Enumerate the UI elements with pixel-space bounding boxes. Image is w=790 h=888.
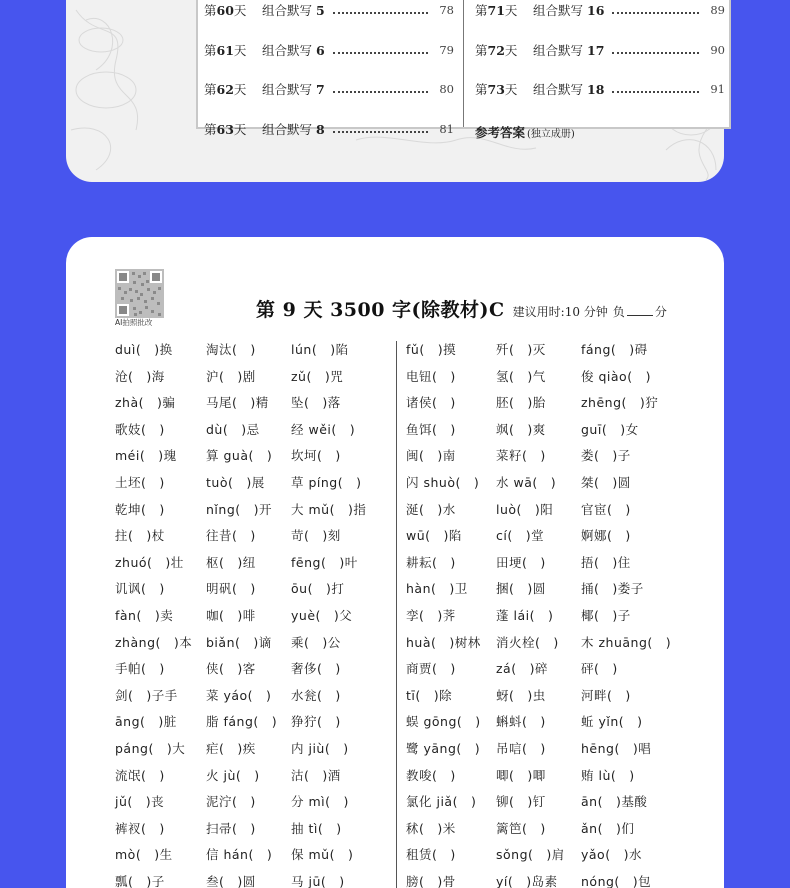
exercise-item[interactable]: 鱼饵( ) bbox=[406, 421, 456, 437]
exercise-item[interactable]: 信 hán( ) bbox=[206, 847, 273, 863]
exercise-item[interactable]: nǐng( )开 bbox=[206, 501, 273, 517]
toc-day: 第71天 bbox=[475, 3, 518, 18]
exercise-item[interactable]: 砰( ) bbox=[581, 661, 618, 677]
worksheet-card bbox=[66, 237, 724, 888]
exercise-item[interactable]: 流氓( ) bbox=[115, 767, 165, 783]
toc-title: 组合默写 8 bbox=[262, 122, 325, 137]
exercise-item[interactable]: 经 wěi( ) bbox=[291, 421, 356, 437]
exercise-item[interactable]: 沧( )海 bbox=[115, 368, 165, 384]
exercise-item[interactable]: 草 píng( ) bbox=[291, 475, 362, 490]
exercise-item[interactable]: cí( )堂 bbox=[496, 528, 545, 544]
exercise-item[interactable]: 叁( )圆 bbox=[206, 874, 256, 888]
toc-row[interactable] bbox=[475, 40, 725, 60]
exercise-item[interactable]: 捂( )住 bbox=[581, 554, 631, 570]
exercise-item[interactable]: luò( )阳 bbox=[496, 501, 554, 517]
exercise-item[interactable]: 脂 fáng( ) bbox=[206, 714, 278, 730]
toc-row[interactable] bbox=[204, 79, 454, 99]
exercise-item[interactable]: 水 wā( ) bbox=[496, 475, 557, 490]
exercise-item[interactable]: fēng( )叶 bbox=[291, 554, 358, 570]
toc-leader-dots bbox=[333, 6, 428, 14]
toc-card bbox=[66, 0, 724, 182]
exercise-item[interactable]: 膀( )骨 bbox=[406, 874, 456, 888]
exercise-item[interactable]: 剑( )子手 bbox=[115, 687, 178, 703]
toc-day: 第63天 bbox=[204, 122, 247, 137]
exercise-item[interactable]: 坠( )落 bbox=[291, 395, 341, 411]
exercise-item[interactable]: 捅( )娄子 bbox=[581, 581, 644, 597]
exercise-item[interactable]: 拄( )杖 bbox=[115, 528, 165, 544]
score-prefix: 负 bbox=[612, 305, 625, 319]
exercise-item[interactable]: guī( )女 bbox=[581, 421, 639, 437]
exercise-item[interactable]: 大 mǔ( )指 bbox=[291, 501, 367, 517]
toc-page-number: 79 bbox=[439, 43, 454, 57]
exercise-item[interactable]: 诸侯( ) bbox=[406, 395, 456, 411]
exercise-item[interactable]: 内 jiù( ) bbox=[291, 741, 349, 756]
exercise-item[interactable]: tuò( )展 bbox=[206, 475, 265, 490]
exercise-item[interactable]: yǎo( )水 bbox=[581, 847, 642, 863]
toc-title: 组合默写 18 bbox=[533, 82, 605, 97]
exercise-item[interactable]: 抽 tì( ) bbox=[291, 820, 342, 836]
exercise-item[interactable]: ōu( )打 bbox=[291, 581, 345, 597]
score-blank[interactable] bbox=[627, 315, 653, 316]
exercise-item[interactable]: páng( )大 bbox=[115, 741, 186, 756]
toc-row[interactable] bbox=[204, 0, 454, 20]
toc-day: 第61天 bbox=[204, 43, 247, 58]
exercise-item[interactable]: 保 mǔ( ) bbox=[291, 847, 354, 863]
toc-leader-dots bbox=[333, 85, 428, 93]
qr-label: AI拍照批改 bbox=[115, 318, 153, 327]
exercise-item[interactable]: 沽( )酒 bbox=[291, 767, 341, 783]
exercise-item[interactable]: duì( )换 bbox=[115, 342, 173, 357]
exercise-item[interactable]: ān( )基酸 bbox=[581, 794, 648, 810]
column-divider bbox=[396, 341, 397, 888]
exercise-item[interactable]: 闽( )南 bbox=[406, 448, 456, 464]
toc-title: 组合默写 7 bbox=[262, 82, 325, 97]
exercise-item[interactable]: 木 zhuāng( ) bbox=[581, 634, 672, 650]
exercise-item[interactable]: 氢( )气 bbox=[496, 368, 546, 384]
toc-row[interactable] bbox=[475, 0, 725, 20]
exercise-item[interactable]: 消火栓( ) bbox=[496, 634, 559, 650]
toc-title: 组合默写 16 bbox=[533, 3, 605, 18]
suggested-time: 建议用时:10 分钟 bbox=[512, 305, 608, 319]
exercise-item[interactable]: fǔ( )摸 bbox=[406, 342, 457, 357]
exercise-item[interactable]: 马 jū( ) bbox=[291, 874, 345, 888]
exercise-item[interactable]: 乾坤( ) bbox=[115, 501, 165, 517]
exercise-item[interactable]: 咖( )啡 bbox=[206, 608, 256, 623]
score-suffix: 分 bbox=[654, 305, 667, 319]
exercise-item[interactable]: 吊唁( ) bbox=[496, 741, 546, 756]
toc-answer-label: 参考答案 bbox=[475, 125, 526, 140]
exercise-item[interactable]: zhēng( )狞 bbox=[581, 395, 659, 411]
exercise-item[interactable]: 租赁( ) bbox=[406, 847, 456, 863]
exercise-item[interactable]: 电钮( ) bbox=[406, 368, 456, 384]
exercise-item[interactable]: 泥泞( ) bbox=[206, 794, 256, 810]
toc-leader-dots bbox=[612, 46, 699, 54]
exercise-item[interactable]: 篱笆( ) bbox=[496, 820, 546, 836]
toc-page-number: 89 bbox=[710, 3, 725, 17]
toc-divider bbox=[463, 0, 464, 127]
exercise-item[interactable]: sǒng( )肩 bbox=[496, 847, 565, 863]
exercise-item[interactable]: 蓬 lái( ) bbox=[496, 608, 554, 623]
exercise-item[interactable]: 沪( )剧 bbox=[206, 368, 256, 384]
exercise-item[interactable]: 坎坷( ) bbox=[291, 448, 341, 464]
toc-answer-row[interactable] bbox=[475, 122, 575, 142]
exercise-item[interactable]: tī( )除 bbox=[406, 687, 453, 703]
exercise-item[interactable]: 蜈 gōng( ) bbox=[406, 714, 481, 730]
exercise-item[interactable]: biǎn( )谪 bbox=[206, 634, 272, 650]
exercise-item[interactable]: 苛( )刻 bbox=[291, 528, 341, 544]
exercise-item[interactable]: 土坯( ) bbox=[115, 475, 165, 490]
exercise-item[interactable]: 涎( )水 bbox=[406, 501, 456, 517]
exercise-item[interactable]: 明矾( ) bbox=[206, 581, 256, 597]
exercise-item[interactable]: nóng( )包 bbox=[581, 874, 652, 888]
exercise-item[interactable]: 椰( )子 bbox=[581, 608, 631, 623]
exercise-item[interactable]: 扫帚( ) bbox=[206, 820, 256, 836]
exercise-item[interactable]: 铆( )钉 bbox=[496, 794, 546, 810]
toc-leader-dots bbox=[333, 46, 428, 54]
toc-leader-dots bbox=[612, 6, 699, 14]
exercise-item[interactable]: zhàng( )本 bbox=[115, 634, 193, 650]
toc-row[interactable] bbox=[475, 79, 725, 99]
toc-answer-note: (独立成册) bbox=[527, 128, 575, 140]
exercise-item[interactable]: yí( )岛素 bbox=[496, 874, 558, 888]
exercise-item[interactable]: 河畔( ) bbox=[581, 687, 631, 703]
toc-page-number: 80 bbox=[439, 82, 454, 96]
toc-page-number: 91 bbox=[710, 82, 725, 96]
toc-table bbox=[196, 0, 731, 140]
exercise-item[interactable]: zhà( )骗 bbox=[115, 395, 176, 411]
exercise-item[interactable]: 侠( )客 bbox=[206, 661, 256, 677]
qr-code-icon[interactable] bbox=[115, 269, 164, 318]
toc-page-number: 78 bbox=[439, 3, 454, 17]
exercise-item[interactable]: 娄( )子 bbox=[581, 448, 631, 464]
toc-day: 第72天 bbox=[475, 43, 518, 58]
exercise-item[interactable]: 歼( )灭 bbox=[496, 342, 546, 357]
exercise-item[interactable]: 分 mì( ) bbox=[291, 794, 349, 810]
toc-day: 第73天 bbox=[475, 82, 518, 97]
exercise-item[interactable]: 菜籽( ) bbox=[496, 448, 546, 464]
exercise-item[interactable]: dù( )忌 bbox=[206, 421, 260, 437]
exercise-item[interactable]: 秫( )米 bbox=[406, 820, 456, 836]
exercise-item[interactable]: 马尾( )精 bbox=[206, 395, 269, 411]
exercise-item[interactable]: lún( )陷 bbox=[291, 342, 349, 357]
exercise-item[interactable]: 耕耘( ) bbox=[406, 554, 456, 570]
exercise-item[interactable]: 捆( )圆 bbox=[496, 581, 546, 597]
exercise-item[interactable]: 田埂( ) bbox=[496, 554, 546, 570]
exercise-item[interactable]: 乘( )公 bbox=[291, 634, 341, 650]
toc-leader-dots bbox=[612, 85, 699, 93]
exercise-item[interactable]: huà( )树林 bbox=[406, 634, 481, 650]
toc-row[interactable] bbox=[204, 40, 454, 60]
exercise-item[interactable]: 俊 qiào( ) bbox=[581, 368, 651, 384]
exercise-item[interactable]: ǎn( )们 bbox=[581, 820, 635, 836]
exercise-item[interactable]: 蚜( )虫 bbox=[496, 687, 546, 703]
exercise-item[interactable]: 婀娜( ) bbox=[581, 528, 631, 544]
exercise-item[interactable]: 飒( )爽 bbox=[496, 421, 546, 437]
exercise-item[interactable]: 算 guà( ) bbox=[206, 448, 273, 464]
exercise-item[interactable]: mò( )生 bbox=[115, 847, 173, 863]
exercise-item[interactable]: 商贾( ) bbox=[406, 661, 456, 677]
exercise-item[interactable]: méi( )瑰 bbox=[115, 448, 177, 464]
toc-title: 组合默写 5 bbox=[262, 3, 325, 18]
exercise-item[interactable]: 桀( )圆 bbox=[581, 475, 631, 490]
toc-day: 第60天 bbox=[204, 3, 247, 18]
exercise-item[interactable]: 裤衩( ) bbox=[115, 820, 165, 836]
exercise-item[interactable]: 蚯 yǐn( ) bbox=[581, 714, 643, 730]
exercise-item[interactable]: zhuó( )壮 bbox=[115, 554, 184, 570]
exercise-item[interactable]: 狰狞( ) bbox=[291, 714, 341, 730]
toc-leader-dots bbox=[333, 125, 428, 133]
toc-row[interactable] bbox=[204, 119, 454, 139]
exercise-item[interactable]: fáng( )碍 bbox=[581, 342, 648, 357]
exercise-item[interactable]: 胚( )胎 bbox=[496, 395, 546, 411]
exercise-item[interactable]: 贿 lù( ) bbox=[581, 767, 635, 783]
exercise-item[interactable]: 枢( )纽 bbox=[206, 554, 256, 570]
exercise-item[interactable]: yuè( )父 bbox=[291, 608, 353, 623]
toc-page-number: 90 bbox=[710, 43, 725, 57]
toc-page-number: 81 bbox=[439, 122, 454, 136]
exercise-item[interactable]: āng( )脏 bbox=[115, 714, 177, 730]
exercise-item[interactable]: 水瓮( ) bbox=[291, 687, 341, 703]
exercise-item[interactable]: 奢侈( ) bbox=[291, 661, 341, 677]
exercise-item[interactable]: 鹭 yāng( ) bbox=[406, 741, 481, 756]
exercise-item[interactable]: jǔ( )丧 bbox=[115, 794, 165, 810]
exercise-item[interactable]: 氯化 jiǎ( ) bbox=[406, 794, 477, 810]
exercise-item[interactable]: zǔ( )咒 bbox=[291, 368, 344, 384]
exercise-item[interactable]: wū( )陷 bbox=[406, 528, 462, 544]
toc-title: 组合默写 17 bbox=[533, 43, 605, 58]
exercise-item[interactable]: 闪 shuò( ) bbox=[406, 475, 480, 490]
exercise-item[interactable]: 手帕( ) bbox=[115, 661, 165, 677]
worksheet-title: 第 9 天 3500 字(除教材)C bbox=[256, 299, 505, 321]
exercise-item[interactable]: 孪( )荠 bbox=[406, 608, 456, 623]
exercise-item[interactable]: 疟( )疾 bbox=[206, 741, 256, 756]
exercise-item[interactable]: hēng( )唱 bbox=[581, 741, 652, 756]
exercise-item[interactable]: fàn( )卖 bbox=[115, 608, 174, 623]
exercise-item[interactable]: 往昔( ) bbox=[206, 528, 256, 544]
exercise-item[interactable]: 淘汰( ) bbox=[206, 342, 256, 357]
exercise-item[interactable]: 教唆( ) bbox=[406, 767, 456, 783]
exercise-item[interactable]: 火 jù( ) bbox=[206, 767, 260, 783]
exercise-item[interactable]: zá( )碎 bbox=[496, 661, 548, 677]
exercise-item[interactable]: 唧( )唧 bbox=[496, 767, 546, 783]
exercise-item[interactable]: 蝌蚪( ) bbox=[496, 714, 546, 730]
exercise-item[interactable]: 菜 yáo( ) bbox=[206, 687, 272, 703]
exercise-item[interactable]: 歌妓( ) bbox=[115, 421, 165, 437]
exercise-item[interactable]: 官宦( ) bbox=[581, 501, 631, 517]
exercise-item[interactable]: hàn( )卫 bbox=[406, 581, 468, 597]
toc-title: 组合默写 6 bbox=[262, 43, 325, 58]
score-field bbox=[613, 303, 667, 320]
exercise-item[interactable]: 瓢( )子 bbox=[115, 874, 165, 888]
toc-day: 第62天 bbox=[204, 82, 247, 97]
exercise-item[interactable]: 讥讽( ) bbox=[115, 581, 165, 597]
worksheet-heading bbox=[256, 295, 667, 322]
